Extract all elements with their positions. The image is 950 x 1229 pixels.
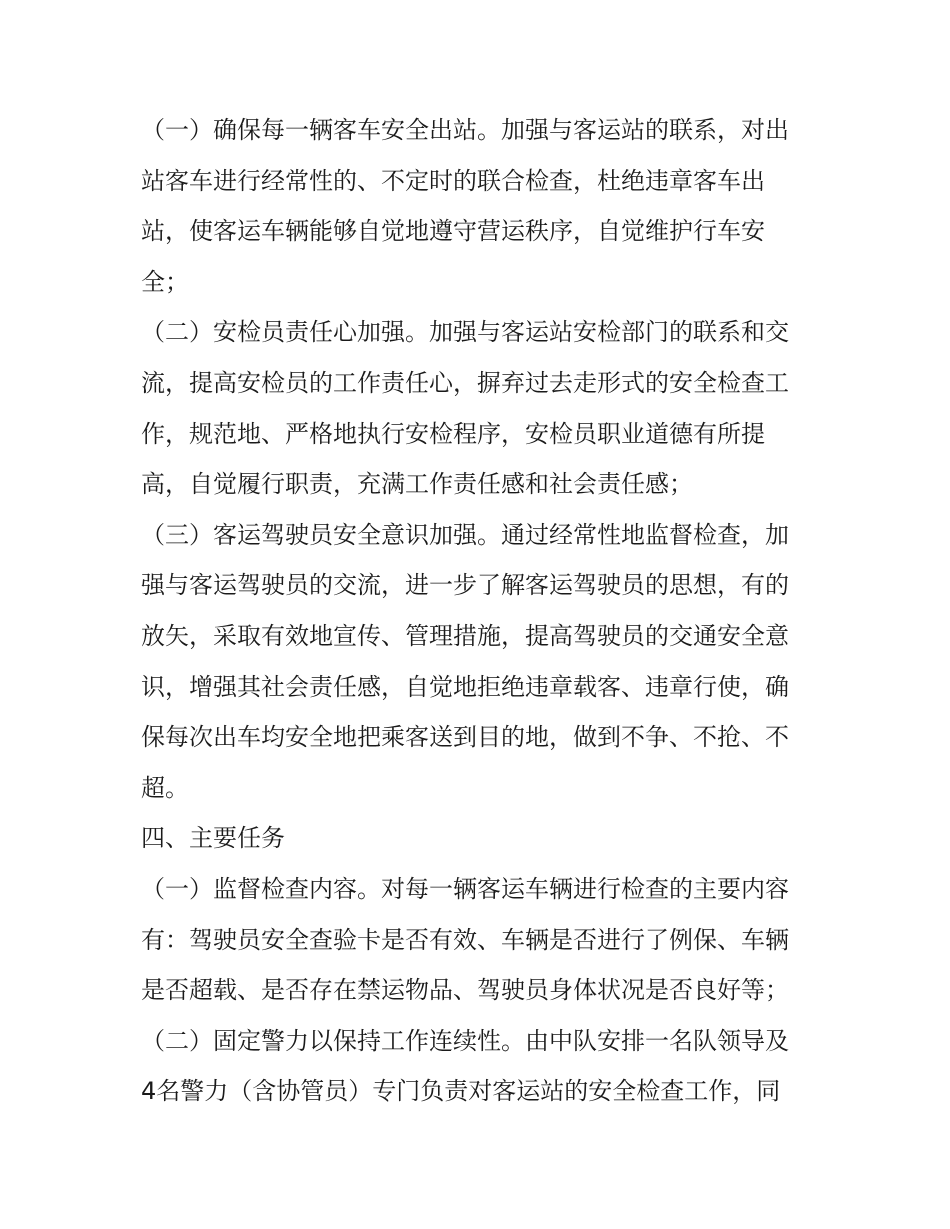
text-line: 高，自觉履行职责，充满工作责任感和社会责任感； (141, 470, 693, 499)
section-heading: 四、主要任务 (141, 824, 285, 853)
text-line: 超。 (141, 773, 189, 802)
text-line: 识，增强其社会责任感，自觉地拒绝违章载客、违章行使，确 (141, 672, 789, 701)
text-line: 强与客运驾驶员的交流，进一步了解客运驾驶员的思想，有的 (141, 571, 789, 600)
text-line: 是否超载、是否存在禁运物品、驾驶员身体状况是否良好等； (141, 976, 789, 1005)
text-line: 放矢，采取有效地宣传、管理措施，提高驾驶员的交通安全意 (141, 621, 789, 650)
text-line: （二）安检员责任心加强。加强与客运站安检部门的联系和交 (141, 318, 789, 347)
text-line: （三）客运驾驶员安全意识加强。通过经常性地监督检查，加 (141, 520, 789, 549)
text-line: 4名警力（含协管员）专门负责对客运站的安全检查工作，同 (141, 1077, 781, 1106)
text-line: 站客车进行经常性的、不定时的联合检查，杜绝违章客车出 (141, 166, 765, 195)
text-line: 流，提高安检员的工作责任心，摒弃过去走形式的安全检查工 (141, 368, 789, 397)
document-body (141, 105, 813, 1117)
text-line: 站，使客运车辆能够自觉地遵守营运秩序，自觉维护行车安 (141, 217, 765, 246)
text-line: （一）确保每一辆客车安全出站。加强与客运站的联系，对出 (141, 116, 789, 144)
text-line: 全； (141, 267, 189, 296)
text-line: 保每次出车均安全地把乘客送到目的地，做到不争、不抢、不 (141, 723, 789, 752)
text-line: 作，规范地、严格地执行安检程序，安检员职业道德有所提 (141, 419, 765, 448)
text-line: 有：驾驶员安全查验卡是否有效、车辆是否进行了例保、车辆 (141, 925, 789, 954)
text-line: （二）固定警力以保持工作连续性。由中队安排一名队领导及 (141, 1026, 789, 1055)
text-line: （一）监督检查内容。对每一辆客运车辆进行检查的主要内容 (141, 874, 789, 903)
